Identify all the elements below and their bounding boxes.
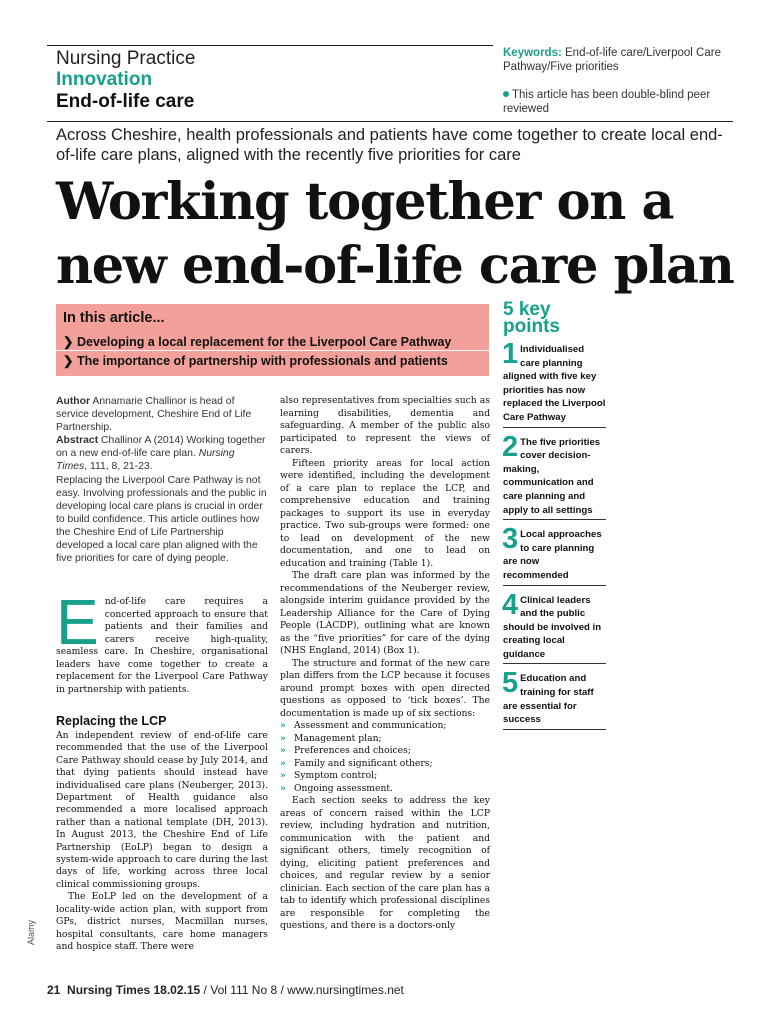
list-item: » Management plan; xyxy=(280,732,382,744)
photo-credit: Alamy xyxy=(26,919,36,945)
in-this-article-item: ❯ Developing a local replacement for the Liverpool Care Pathway xyxy=(63,335,452,349)
list-marker: » xyxy=(280,770,286,781)
list-item: » Family and significant others; xyxy=(280,757,433,769)
keywords-label: Keywords: xyxy=(503,47,562,59)
key-point xyxy=(502,338,606,428)
sections-list xyxy=(280,720,490,795)
peer-review-text: This article has been double-blind peer reviewed xyxy=(503,89,711,115)
list-marker: » xyxy=(280,745,286,756)
chevron-right-icon: ❯ xyxy=(63,354,74,368)
body-paragraph: The draft care plan was informed by the recommendations of the Neuberger review, alongside interim guidance provided by the Leadership Alliance for the Care of Dying People (LACDP), outlining what are known as the “five priorities” for care of the dying (NHS England, 2014) (Box 1). xyxy=(280,570,490,656)
list-marker: » xyxy=(280,732,286,744)
body-paragraph: The structure and format of the new care plan differs from the LCP because it focuses around prompt boxes with open directed questions as opposed to ‘tick boxes’. The documentation is made up of six sections: xyxy=(280,657,490,719)
section-label: Nursing Practice xyxy=(56,48,196,69)
body-paragraph: Fifteen priority areas for local action were identified, including the development of a care plan to replace the LCP, and comprehensive education and training packages to support its use in everyday practice. Two sub-groups were formed: one to lead on development of the new documentation, and one to lead on education and training (Table 1). xyxy=(280,457,490,569)
in-this-article-title: In this article... xyxy=(63,310,165,326)
key-point-text: Clinical leaders and the public should be involved in creating local guidance xyxy=(503,594,602,660)
key-point-text: Local approaches to care planning are now recommended xyxy=(503,529,602,581)
key-point xyxy=(502,667,606,729)
body-column-1 xyxy=(56,730,268,953)
top-rule xyxy=(47,45,493,46)
key-point-text: The five priorities cover decision-making, communication and care planning and apply to all settings xyxy=(503,436,601,516)
list-item: » Assessment and communication; xyxy=(280,720,447,731)
key-point xyxy=(502,588,606,665)
list-marker: » xyxy=(280,757,286,769)
headline-line-1: Working together on a xyxy=(56,172,674,232)
drop-cap: E xyxy=(56,586,99,658)
footer-journal: Nursing Times 18.02.15 xyxy=(67,983,201,997)
footer-info: / Vol 111 No 8 / www.nursingtimes.net xyxy=(200,983,404,997)
headline-line-2: new end-of-life care plan xyxy=(56,236,734,296)
intro-text: nd-of-life care requires a concerted approach to ensure that patients and their families and carers receive high-quality, seamless care. In Cheshire, organisational leaders have come together to create a replacement for the Liverpool Care Pathway in partnership with patients. xyxy=(56,596,268,695)
page-footer xyxy=(47,983,404,997)
headline xyxy=(56,170,746,298)
key-point xyxy=(502,430,606,521)
topic-label: End-of-life care xyxy=(56,91,195,112)
header-rule xyxy=(47,121,733,122)
key-point-number: 1 xyxy=(502,338,519,370)
key-point-number: 4 xyxy=(502,588,519,621)
body-column-2 xyxy=(280,395,490,933)
in-this-article-item: ❯ The importance of partnership with professionals and patients xyxy=(63,354,448,368)
list-item: » Symptom control; xyxy=(280,770,378,781)
keywords-text: End-of-life care/Liverpool Care Pathway/Five priorities xyxy=(503,47,721,73)
key-point-number: 5 xyxy=(502,667,519,700)
key-point-text: Education and training for staff are essential for success xyxy=(503,673,594,726)
key-points-title: 5 key points xyxy=(503,299,560,337)
list-marker: » xyxy=(280,720,286,731)
key-point-text: Individualised care planning aligned with five key priorities has now replaced the Liverpool Care Pathway xyxy=(503,344,606,423)
author-line: Author Annamarie Challinor is head of service development, Cheshire End of Life Partnership. xyxy=(56,396,252,434)
intro-paragraph xyxy=(56,586,268,696)
peer-review-note xyxy=(503,88,733,116)
subsection-label: Innovation xyxy=(56,69,153,90)
standfirst: Across Cheshire, health professionals and patients have come together to create local end-of-life care plans, aligned with the recently five priorities for care xyxy=(56,126,723,164)
abstract-text: Replacing the Liverpool Care Pathway is not easy. Involving professionals and the public in developing local care plans is crucial in order to build confidence. This article outlines how the Cheshire End of Life Partnership developed a local care plan aligned with the five priorities for care of dying people. xyxy=(56,474,267,565)
body-paragraph: also representatives from specialties such as learning disabilities, dementia and safeguarding. A member of the public also participated to represent the views of carers. xyxy=(280,395,490,456)
chevron-right-icon: ❯ xyxy=(63,335,74,349)
bullet-dot-icon xyxy=(503,91,509,97)
key-points-panel xyxy=(503,301,606,730)
section-heading: Replacing the LCP xyxy=(56,714,167,728)
list-item: » Preferences and choices; xyxy=(280,745,411,756)
list-item: » Ongoing assessment. xyxy=(280,782,393,794)
box-divider xyxy=(56,350,489,351)
abstract-line: Abstract Challinor A (2014) Working together on a new end-of-life care plan. Nursing Times, 111, 8, 21-23. xyxy=(56,435,266,473)
key-point-number: 2 xyxy=(502,430,519,463)
key-point-number: 3 xyxy=(502,523,519,556)
body-paragraph: Each section seeks to address the key areas of concern raised within the LCP review, including hydration and nutrition, communication with the patient and significant others, timely recognition of dying, eliciting patient preferences and choices, and regular review by a senior clinician. Each section of the care plan has a tab to identify which professional disciplines are responsible for completing the questions, and there is a doctors-only xyxy=(280,795,490,931)
keywords xyxy=(503,46,733,74)
page-number: 21 xyxy=(47,983,61,997)
list-marker: » xyxy=(280,782,286,794)
body-paragraph: The EoLP led on the development of a locality-wide action plan, with support from GPs, district nurses, Macmillan nurses, hospital consultants, care home managers and hospice staff. There were xyxy=(56,891,268,952)
key-point xyxy=(502,523,606,585)
in-this-article-box xyxy=(56,304,489,376)
body-paragraph: An independent review of end-of-life care recommended that the use of the Liverpool Care Pathway should cease by July 2014, and that dying patients should instead have individualised care plans (Neuberger, 2013). Department of Health guidance also recommended a more localised approach rather than a national template (DH, 2013). In August 2013, the Cheshire End of Life Partnership (EoLP) began to design a system-wide approach to care during the last days of life, working across three local clinical commissioning groups. xyxy=(56,730,268,890)
author-abstract xyxy=(56,395,268,565)
